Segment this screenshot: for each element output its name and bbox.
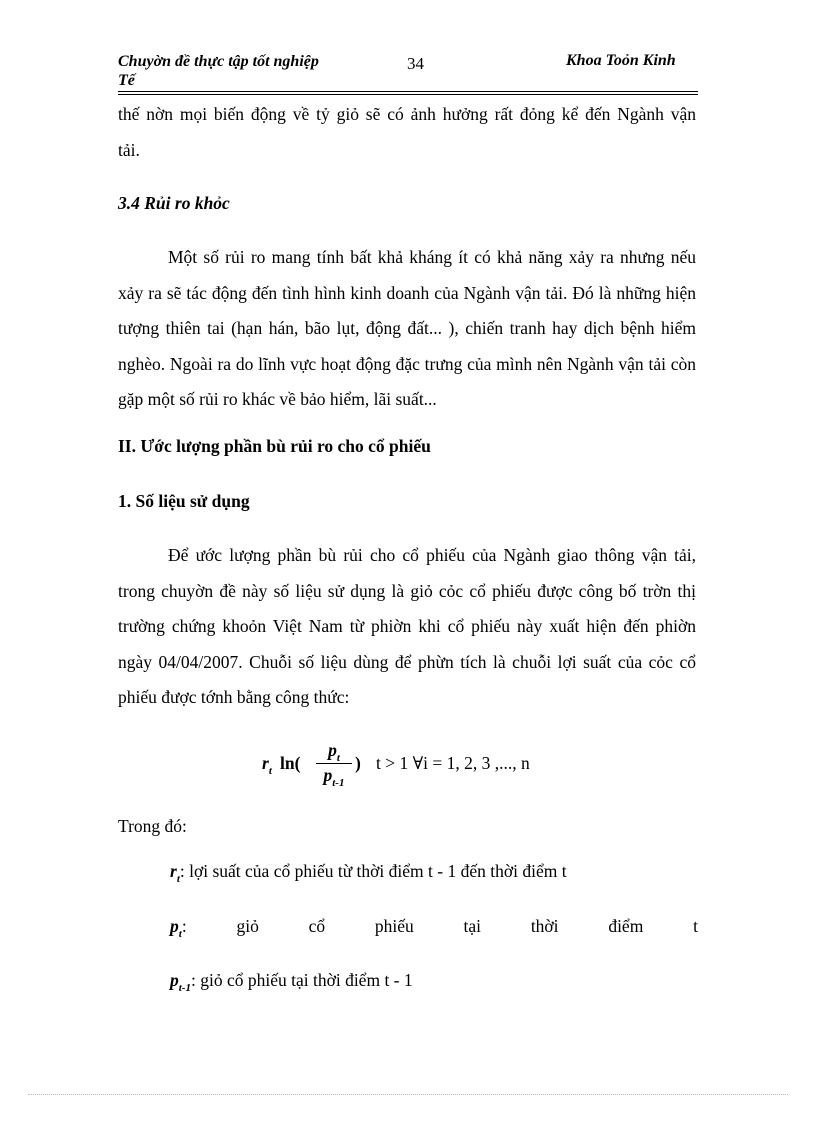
definition-rt xyxy=(170,861,567,885)
section-1-heading: 1. Số liệu sử dụng xyxy=(118,491,250,511)
formula-r: $r_t$ xyxy=(262,753,272,777)
section-3-4-paragraph: Một số rủi ro mang tính bất khả kháng ít có khả năng xảy ra nhưng nếu xảy ra sẽ tác động đến tình hình kinh doanh của Ngành vận tải. Đó là những hiện tượng thiên tai (hạn hán, bão lụt, động đất... ), chiến tranh hay dịch bệnh hiểm nghèo. Ngoài ra do lĩnh vực hoạt động đặc trưng của mình nên Ngành vận tải còn gặp một số rủi ro khác về bảo hiểm, lãi suất... xyxy=(118,247,696,409)
header-right: Khoa Toỏn Kinh xyxy=(566,52,676,69)
formula-fraction xyxy=(314,740,354,789)
intro-line-1: thế nờn mọi biến động về tỷ giỏ sẽ có ảnh hưởng rất đỏng kể đến Ngành vận xyxy=(118,104,696,124)
definition-pt-1-symbol: $p_{t-1}$ xyxy=(170,970,191,994)
header-rule-bottom xyxy=(118,94,698,95)
definition-pt-word: cổ xyxy=(308,916,326,936)
definition-pt-1-text: : giỏ cổ phiếu tại thời điểm t - 1 xyxy=(190,970,413,990)
definition-pt-1 xyxy=(170,970,413,994)
definition-pt-word: thời xyxy=(530,916,559,936)
section-3-4-heading: 3.4 Rủi ro khỏc xyxy=(118,193,230,213)
section-II-heading: II. Ước lượng phần bù rủi ro cho cổ phiếu xyxy=(118,436,431,456)
formula-denominator: $p_{t-1}$ xyxy=(323,765,345,789)
formula-numerator: $p_t$ xyxy=(328,740,340,764)
definition-rt-symbol: $r_t$ xyxy=(170,861,180,885)
page-number: 34 xyxy=(407,54,424,73)
formula-ln: ln( xyxy=(280,753,301,773)
definition-pt-first: $p_t$: xyxy=(170,916,187,940)
formula-close-paren: ) xyxy=(355,753,361,773)
fraction-bar xyxy=(316,763,352,764)
footer-divider xyxy=(28,1094,788,1095)
definition-pt-word: điểm xyxy=(608,916,644,936)
header-left xyxy=(118,52,319,90)
header-left-line1: Chuyờn đề thực tập tốt nghiệp xyxy=(118,53,319,70)
header-rule-top xyxy=(118,91,698,92)
definition-pt-word: phiếu xyxy=(374,916,414,936)
definition-pt-word: giỏ xyxy=(236,916,259,936)
header-left-line2: Tế xyxy=(118,72,135,89)
definition-pt xyxy=(170,916,698,940)
formula-condition: t > 1 ∀i = 1, 2, 3 ,..., n xyxy=(376,753,530,773)
section-1-paragraph: Để ước lượng phần bù rủi cho cổ phiếu của Ngành giao thông vận tải, trong chuyờn đề này số liệu sử dụng là giỏ cỏc cổ phiếu được công bố trờn thị trường chứng khoỏn Việt Nam từ phiờn khi cổ phiếu này xuất hiện đến phiờn ngày 04/04/2007. Chuỗi số liệu dùng để phừn tích là chuỗi lợi suất của cỏc cổ phiếu được tớnh bằng công thức: xyxy=(118,545,696,707)
definition-pt-word: t xyxy=(693,916,698,936)
intro-line-2: tải. xyxy=(118,140,140,160)
definition-rt-text: : lợi suất của cổ phiếu từ thời điểm t - 1 đến thời điểm t xyxy=(179,861,567,881)
definition-pt-word: tại xyxy=(463,916,482,936)
return-formula xyxy=(262,740,562,790)
definitions-intro: Trong đó: xyxy=(118,816,187,836)
